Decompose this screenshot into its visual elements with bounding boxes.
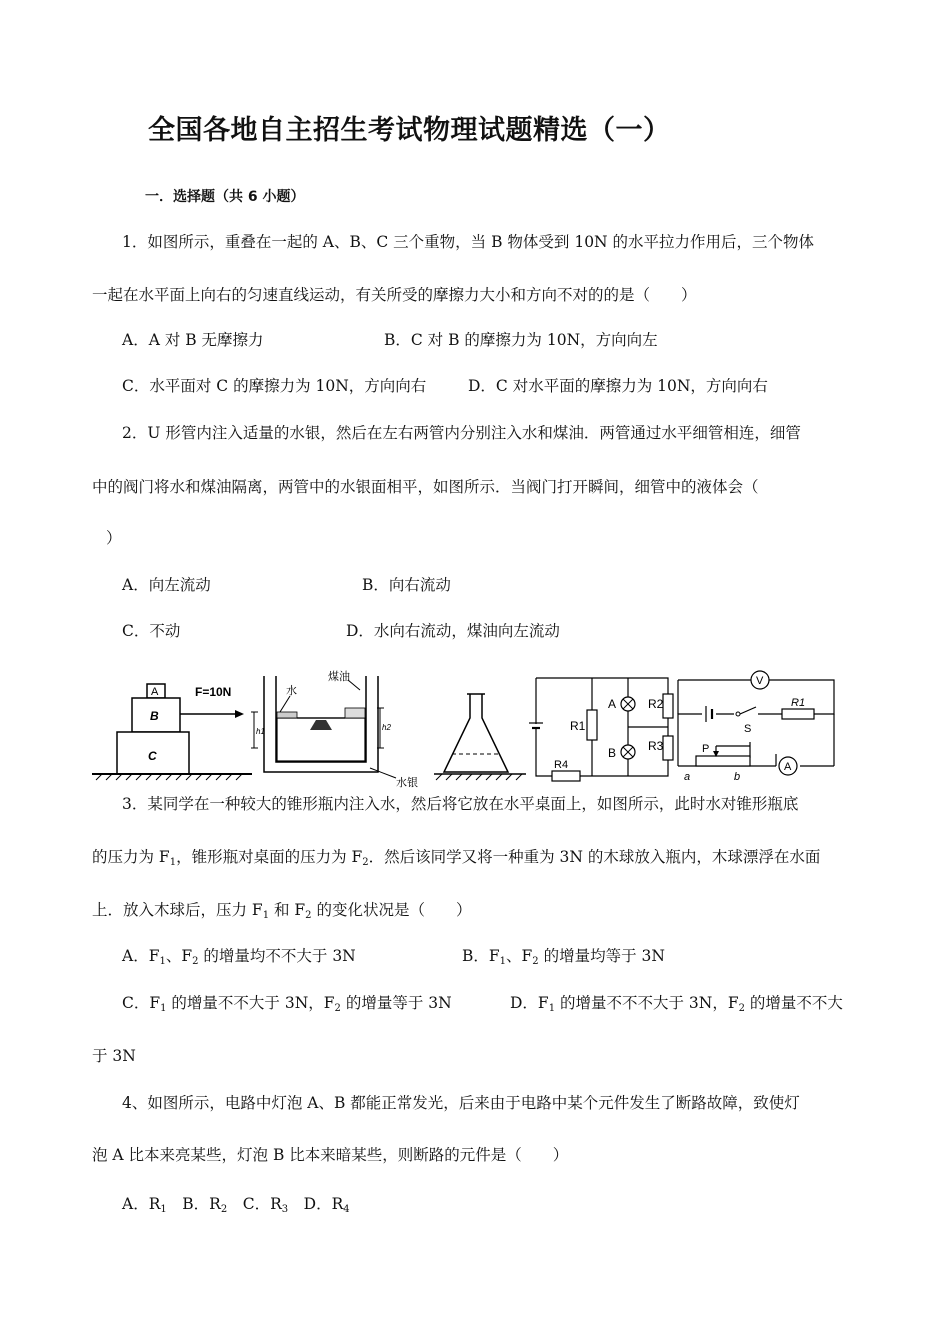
q1-option-c: C．水平面对 C 的摩擦力为 10N，方向向右 — [122, 377, 427, 395]
q3-stem-line2: 的压力为 $F_1$，锥形瓶对桌面的压力为 $F_2$．然后该同学又将一种重为 3N 的木球放入瓶内，木球漂浮在水面 — [92, 848, 821, 868]
lamp-b-icon — [621, 745, 635, 759]
resistor-r4 — [552, 771, 580, 781]
q2-option-a: A．向左流动 — [122, 576, 211, 594]
q2-stem-line3: ） — [106, 529, 122, 547]
q3-option-d: D．$F_1$ 的增量不不不大于 3N，$F_2$ 的增量不不大 — [510, 994, 843, 1014]
label-ammeter: A — [784, 761, 792, 773]
q3-stem-line3: 上．放入木球后，压力 $F_1$ 和 $F_2$ 的变化状况是（ ） — [92, 901, 472, 921]
q3-option-d-cont: 于 3N — [92, 1047, 136, 1065]
figure-circuit-lamps — [528, 672, 676, 784]
rheostat-icon — [696, 756, 750, 766]
figure-u-tube — [250, 668, 430, 788]
label-b: B — [150, 709, 159, 723]
label-h1: h1 — [256, 727, 265, 736]
q3-stem-line1: 3．某同学在一种较大的锥形瓶内注入水，然后将它放在水平桌面上，如图所示，此时水对锥形瓶底 — [122, 795, 799, 813]
force-arrow-icon — [235, 710, 244, 718]
q3-option-c: C．$F_1$ 的增量不不大于 3N，$F_2$ 的增量等于 3N — [122, 994, 452, 1014]
label-lamp-b: B — [608, 746, 617, 760]
label-a: A — [151, 686, 159, 698]
q4-option-d: D．$R_4$ — [303, 1195, 350, 1215]
label-b-end: b — [734, 771, 741, 783]
q1-option-d: D．C 对水平面的摩擦力为 10N，方向向右 — [468, 377, 768, 395]
label-v: V — [756, 675, 764, 687]
q4-option-c: C．$R_3$ — [242, 1195, 289, 1215]
label-mercury: 水银 — [396, 777, 418, 788]
figure-conical-flask — [430, 684, 530, 784]
label-a-end: a — [684, 771, 691, 783]
q4-options — [122, 1194, 350, 1214]
q2-stem-line2: 中的阀门将水和煤油隔离，两管中的水银面相平，如图所示．当阀门打开瞬间，细管中的液体会（ — [92, 478, 759, 496]
label-s: S — [744, 723, 752, 735]
label-water: 水 — [286, 685, 297, 697]
label-r4: R4 — [554, 759, 569, 771]
figure-stacked-blocks — [92, 674, 252, 784]
q1-stem-line2: 一起在水平面上向右的匀速直线运动，有关所受的摩擦力大小和方向不对的的是（ ） — [92, 286, 697, 304]
label-force: F=10N — [195, 685, 232, 699]
q2-stem-line1: 2．U 形管内注入适量的水银，然后在左右两管内分别注入水和煤油．两管通过水平细管相连，细管 — [122, 424, 801, 442]
q4-option-a: A．$R_1$ — [122, 1195, 167, 1215]
label-r2: R2 — [648, 697, 664, 711]
lamp-a-icon — [621, 697, 635, 711]
label-kerosene: 煤油 — [328, 671, 350, 683]
resistor-r1 — [782, 709, 814, 719]
q4-option-b: B．$R_2$ — [182, 1195, 228, 1215]
label-h2: h2 — [382, 723, 391, 732]
q2-option-d: D．水向右流动，煤油向左流动 — [346, 622, 560, 640]
q4-stem-line2: 泡 A 比本来亮某些，灯泡 B 比本来暗某些，则断路的元件是（ ） — [92, 1146, 569, 1164]
figure-circuit-meters — [672, 662, 850, 784]
page-title: 全国各地自主招生考试物理试题精选（一） — [148, 115, 671, 146]
q1-option-b: B．C 对 B 的摩擦力为 10N，方向向左 — [384, 331, 658, 349]
label-r1: R1 — [570, 719, 586, 733]
label-p: P — [702, 743, 710, 755]
q2-option-c: C．不动 — [122, 622, 181, 640]
q1-option-a: A．A 对 B 无摩擦力 — [122, 331, 264, 349]
q2-option-b: B．向右流动 — [362, 576, 451, 594]
q1-stem-line1: 1．如图所示，重叠在一起的 A、B、C 三个重物，当 B 物体受到 10N 的水平拉力作用后，三个物体 — [122, 233, 815, 251]
label-lamp-a: A — [608, 697, 617, 711]
q3-option-a: A．$F_1$、$F_2$ 的增量均不不大于 3N — [122, 947, 356, 967]
label-r3: R3 — [648, 739, 664, 753]
q4-stem-line1: 4、如图所示，电路中灯泡 A、B 都能正常发光，后来由于电路中某个元件发生了断路故障，致使灯 — [122, 1094, 800, 1112]
section-heading: 一．选择题（共 6 小题） — [145, 189, 305, 205]
label-c: C — [148, 749, 157, 763]
q3-option-b: B．$F_1$、$F_2$ 的增量均等于 3N — [462, 947, 665, 967]
resistor-r1 — [587, 710, 597, 740]
label-r1: R1 — [791, 697, 806, 709]
